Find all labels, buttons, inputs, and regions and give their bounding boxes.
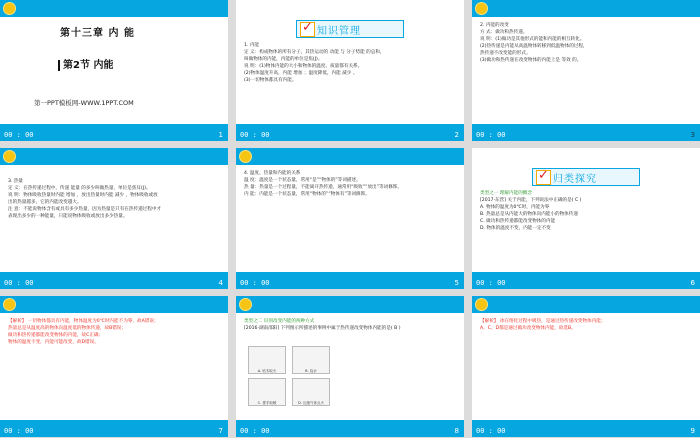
slide-body: 3. 热量 定 义：在热传递过程中，传递 能量 的多少叫做热量，单位是焦耳(J)。 说 明：物体吸收热量时内能 增加 ，放出热量时内能 减少 ，物体吸收或放 出的热量越多，它的内能改变越大。 注 意：不能说物体含有或具有多少热量，因为热量是只有在热传递过程中才 表现出多少的一种能量，只能说物体吸收或放出多少热量。 bbox=[8, 179, 162, 219]
option-image-a: A. 钻木取火 bbox=[248, 346, 286, 374]
checkmark-icon bbox=[300, 22, 315, 37]
option-image-c: C. 搓手取暖 bbox=[248, 378, 286, 406]
slide-number: 5 bbox=[454, 279, 459, 287]
section-header: ✓ 归类探究 bbox=[532, 168, 640, 186]
timecode: 00 : 00 bbox=[4, 131, 34, 139]
sun-icon bbox=[4, 299, 15, 310]
slide-body: 类型之一 理解内能的概念 [2017·东营] 关于内能，下列说法中正确的是( C ) A. 物体的温度为0℃时，内能为零 B. 热量总是从内能大的物体向内能小的物体传递 C. 做功和热传递都能改变物体的内能 D. 物体的温度不变，内能一定不变 bbox=[480, 191, 582, 231]
sun-icon bbox=[476, 299, 487, 310]
sun-icon bbox=[240, 299, 251, 310]
section-header: ✓ 知识管理 bbox=[296, 20, 404, 38]
slide-body: 4. 温度、热量和内能的关系 温 度：温度是一个状态量，常用“是”“物体的”等词描述。 热 量：热量是一个过程量，不能离开热传递，通常用“吸收”“放出”等词修饰。 内 能：内能是一个状态量，常用“物体的”“物体有”等词修饰。 bbox=[244, 171, 402, 197]
slide-header-bar bbox=[0, 0, 228, 17]
slide-number: 8 bbox=[454, 427, 459, 435]
slide-thumbnail-2[interactable] bbox=[236, 0, 464, 141]
slide-body: 2. 内能的改变 方 式：做功和热传递。 说 明：(1)做功是其他形式的能和内能的相互转化。 (2)热传递是内能从高温物体转移到低温物体的过程， 热传递不改变能的形式。 (3)做功和热传递在改变物体的内能上是 等效 的。 bbox=[480, 23, 588, 63]
slide-number: 6 bbox=[690, 279, 695, 287]
option-image-b: B. 烧水 bbox=[292, 346, 330, 374]
sun-icon bbox=[4, 3, 15, 14]
slide-thumbnail-4[interactable]: 3. 热量 定 义：在热传递过程中，传递 能量 的多少叫做热量，单位是焦耳(J)。 说 明：物体吸收热量时内能 增加 ，放出热量时内能 减少 ，物体吸收或放 出的热量越多，它的内能改变越大。 注 意：不能说物体含有或具有多少热量，因为热量是只有在热传递过程中才 表现出多少的一种能量，只能说物体吸收或放出多少热量。 00 : 00 4 bbox=[0, 148, 228, 289]
slide-footer-bar: 00 : 00 2 bbox=[236, 124, 464, 141]
sun-icon bbox=[240, 151, 251, 162]
slide-thumbnail-1[interactable] bbox=[0, 0, 228, 141]
sun-icon bbox=[4, 151, 15, 162]
slide-thumbnail-7[interactable]: 【解析】 一切物体都具有内能，物体温度为0℃时内能不为零，故A错误； 热量总是从温度高的物体向温度低的物体传递，故B错误； 做功和热传递都能改变物体的内能，故C正确； 物体的温度不变，内能可能改变，故D错误。 00 : 00 7 bbox=[0, 296, 228, 437]
option-image-d: D. 压缩气体点火 bbox=[292, 378, 330, 406]
slide-thumbnail-5[interactable]: 4. 温度、热量和内能的关系 温 度：温度是一个状态量，常用“是”“物体的”等词描述。 热 量：热量是一个过程量，不能离开热传递，通常用“吸收”“放出”等词修饰。 内 能：内能是一个状态量，常用“物体的”“物体有”等词修饰。 00 : 00 5 bbox=[236, 148, 464, 289]
sun-icon bbox=[476, 3, 487, 14]
slide-number: 4 bbox=[218, 279, 223, 287]
slide-thumbnail-6[interactable]: ✓ 归类探究 类型之一 理解内能的概念 [2017·东营] 关于内能，下列说法中正确的是( C ) A. 物体的温度为0℃时，内能为零 B. 热量总是从内能大的物体向内能小的物体传递 C. 做功和热传递都能改变物体的内能 D. 物体的温度不变，内能一定不变 00 : 00 6 bbox=[472, 148, 700, 289]
slide-thumbnail-3[interactable]: 2. 内能的改变 方 式：做功和热传递。 说 明：(1)做功是其他形式的能和内能的相互转化。 (2)热传递是内能从高温物体转移到低温物体的过程， 热传递不改变能的形式。 (3)做功和热传递在改变物体的内能上是 等效 的。 00 : 00 3 bbox=[472, 0, 700, 141]
slide-number: 3 bbox=[690, 131, 695, 139]
slide-number: 9 bbox=[690, 427, 695, 435]
chapter-title: 第十三章 内 能 bbox=[60, 28, 135, 39]
slide-number: 1 bbox=[218, 131, 223, 139]
slide-body: 【解析】 冰在熔化过程中吸热，是通过热传递改变物体内能； A、C、D都是通过做功改变物体内能，故选B。 bbox=[480, 319, 606, 331]
website-text: 第一PPT模板网-WWW.1PPT.COM bbox=[34, 99, 134, 107]
slide-thumbnail-8[interactable]: 类型之二 识别改变内能的两种方式 [2016·湖南邵阳] 下列图示所描述的事例中属于热传递改变物体内能的是( B ) A. 钻木取火 B. 烧水 C. 搓手取暖 D. 压缩气体点火 00 : 00 8 bbox=[236, 296, 464, 437]
slide-body: 1. 内能 定 义：构成物体的所有分子，其热运动的 动能 与 分子势能 的总和， 叫做物体的内能，内能的单位是焦(J)。 说 明：(1)物体内能的大小和物体的温度、质量都有关系。 (2)物体温度升高，内能 增加 ；温度降低，内能 减少 。 (3)一切物体都具有内能。 bbox=[244, 43, 385, 83]
slide-body: 类型之二 识别改变内能的两种方式 [2016·湖南邵阳] 下列图示所描述的事例中属于热传递改变物体内能的是( B ) bbox=[244, 319, 401, 331]
slide-body: 【解析】 一切物体都具有内能，物体温度为0℃时内能不为零，故A错误； 热量总是从温度高的物体向温度低的物体传递，故B错误； 做功和热传递都能改变物体的内能，故C正确； 物体的温度不变，内能可能改变，故D错误。 bbox=[8, 319, 159, 345]
section-title: 第2节 内能 bbox=[58, 56, 113, 71]
slide-number: 2 bbox=[454, 131, 459, 139]
slide-thumbnail-9[interactable]: 【解析】 冰在熔化过程中吸热，是通过热传递改变物体内能； A、C、D都是通过做功改变物体内能，故选B。 00 : 00 9 bbox=[472, 296, 700, 437]
slide-footer-bar bbox=[0, 124, 228, 141]
slide-number: 7 bbox=[218, 427, 223, 435]
checkmark-icon bbox=[536, 170, 551, 185]
